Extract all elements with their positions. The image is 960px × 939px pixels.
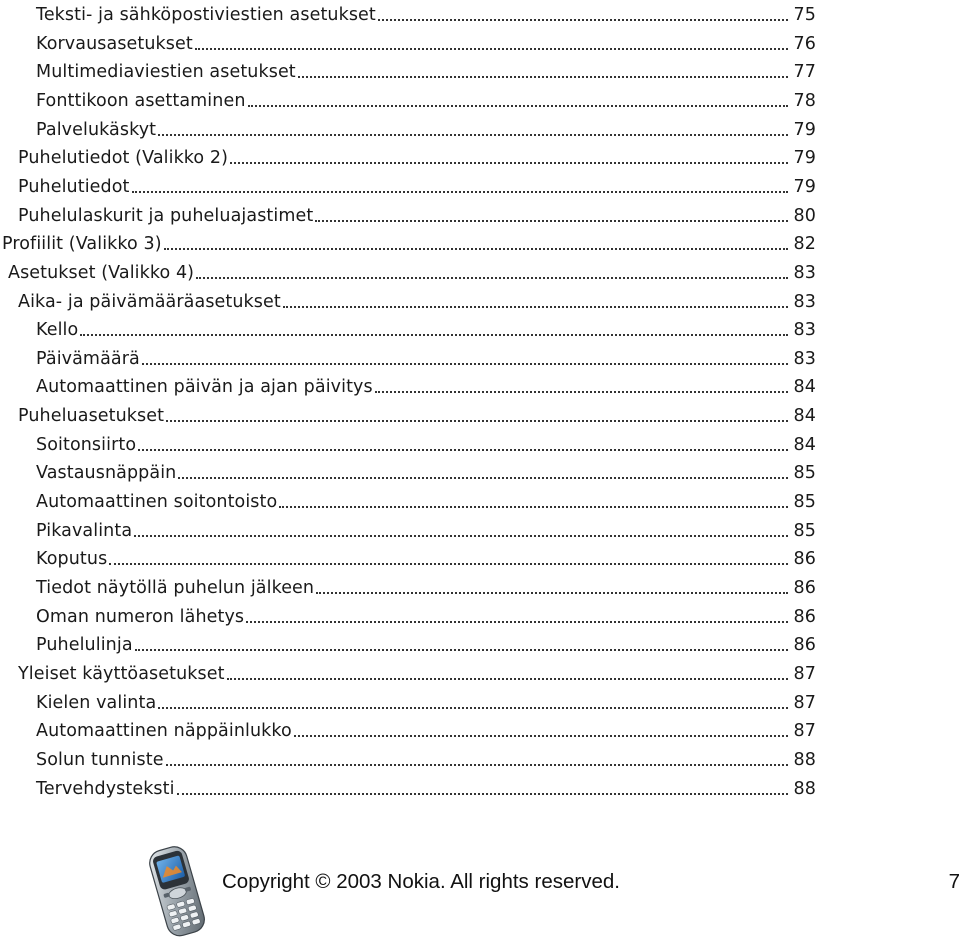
toc-entry-page: 80 xyxy=(793,205,816,226)
dot-leader xyxy=(177,793,788,795)
dot-leader xyxy=(142,363,788,365)
toc-entry[interactable] xyxy=(36,455,816,483)
toc-entry[interactable] xyxy=(8,255,816,283)
toc-entry-title: Päivämäärä xyxy=(36,348,140,369)
toc-entry-title: Tiedot näytöllä puhelun jälkeen xyxy=(36,578,315,598)
toc-entry-page: 86 xyxy=(793,635,816,656)
toc-entry-page: 87 xyxy=(793,692,816,713)
toc-entry-page: 83 xyxy=(793,348,816,369)
toc-entry[interactable] xyxy=(36,570,816,598)
toc-entry[interactable] xyxy=(18,198,816,226)
toc-entry-title: Palvelukäskyt xyxy=(36,119,157,140)
dot-leader xyxy=(378,19,788,21)
dot-leader xyxy=(316,592,788,594)
toc-entry-page: 83 xyxy=(793,262,816,283)
page-footer xyxy=(0,836,960,939)
toc-entry-title: Multimediaviestien asetukset xyxy=(36,62,296,83)
dot-leader xyxy=(294,735,788,737)
toc-entry-title: Yleiset käyttöasetukset xyxy=(18,663,225,684)
toc-entry-title: Automaattinen soitontoisto xyxy=(36,492,278,513)
toc-entry-title: Kielen valinta xyxy=(36,692,157,713)
dot-leader xyxy=(227,678,788,680)
toc-entry[interactable] xyxy=(36,513,816,541)
toc-entry[interactable] xyxy=(18,656,816,684)
toc-entry-page: 86 xyxy=(793,578,816,598)
toc-entry-title: Soitonsiirto xyxy=(36,434,137,455)
dot-leader xyxy=(195,48,788,50)
page-number: 7 xyxy=(948,870,960,893)
toc-entry-title: Automaattinen näppäinlukko xyxy=(36,721,292,742)
toc-entry[interactable] xyxy=(36,685,816,713)
toc-entry-page: 78 xyxy=(793,90,816,111)
dot-leader xyxy=(283,306,788,308)
dot-leader xyxy=(132,191,788,193)
toc-entry-page: 88 xyxy=(793,778,816,799)
toc-entry-page: 84 xyxy=(793,406,816,427)
toc-entry-title: Profiilit (Valikko 3) xyxy=(2,234,162,255)
toc-entry-title: Pikavalinta xyxy=(36,520,133,541)
toc-entry-page: 76 xyxy=(793,33,816,54)
toc-entry[interactable] xyxy=(36,0,816,25)
dot-leader xyxy=(80,334,788,336)
toc-entry-page: 87 xyxy=(793,721,816,742)
toc-entry-title: Automaattinen päivän ja ajan päivitys xyxy=(36,377,373,398)
toc-entry-page: 84 xyxy=(793,434,816,455)
toc-entry-page: 83 xyxy=(793,320,816,341)
toc-entry-page: 82 xyxy=(793,234,816,255)
toc-entry-title: Puhelutiedot xyxy=(18,176,130,197)
toc-entry-page: 88 xyxy=(793,749,816,770)
toc-entry[interactable] xyxy=(36,771,816,799)
toc-entry-page: 85 xyxy=(793,492,816,513)
toc-entry-title: Aika- ja päivämääräasetukset xyxy=(18,291,281,312)
toc-entry[interactable] xyxy=(36,83,816,111)
toc-entry[interactable] xyxy=(18,169,816,197)
toc-entry-title: Tervehdysteksti xyxy=(36,778,175,799)
dot-leader xyxy=(138,449,788,451)
toc-entry-title: Puhelutiedot (Valikko 2) xyxy=(18,148,229,169)
dot-leader xyxy=(166,420,788,422)
nokia-phone-icon xyxy=(138,844,218,938)
toc-entry-page: 86 xyxy=(793,606,816,627)
dot-leader xyxy=(135,649,788,651)
toc-entry-page: 85 xyxy=(793,463,816,484)
toc-entry[interactable] xyxy=(36,312,816,340)
dot-leader xyxy=(158,134,788,136)
dot-leader xyxy=(196,277,788,279)
toc-entry-page: 79 xyxy=(793,148,816,169)
toc-entry-title: Puhelulinja xyxy=(36,635,133,656)
toc-entry[interactable] xyxy=(36,713,816,741)
dot-leader xyxy=(109,563,788,565)
toc-entry[interactable] xyxy=(36,541,816,569)
toc-entry-title: Asetukset (Valikko 4) xyxy=(8,262,195,283)
toc-entry[interactable] xyxy=(36,26,816,54)
toc-entry[interactable] xyxy=(36,341,816,369)
copyright-text: Copyright © 2003 Nokia. All rights reserved. xyxy=(222,870,620,893)
toc-entry-title: Korvausasetukset xyxy=(36,33,193,54)
toc-entry-page: 77 xyxy=(793,62,816,83)
dot-leader xyxy=(279,506,788,508)
toc-entry[interactable] xyxy=(18,398,816,426)
toc-entry[interactable] xyxy=(36,369,816,397)
toc-entry-title: Koputus xyxy=(36,549,108,570)
toc-entry[interactable] xyxy=(36,427,816,455)
dot-leader xyxy=(178,477,788,479)
toc-entry[interactable] xyxy=(18,284,816,312)
dot-leader xyxy=(315,220,788,222)
toc-entry-title: Puheluasetukset xyxy=(18,406,165,427)
toc-entry-page: 79 xyxy=(793,119,816,140)
toc-entry[interactable] xyxy=(18,140,816,168)
dot-leader xyxy=(375,391,788,393)
toc-entry-page: 75 xyxy=(793,5,816,25)
toc-entry-title: Teksti- ja sähköpostiviestien asetukset xyxy=(36,5,376,25)
dot-leader xyxy=(158,707,788,709)
toc-entry-title: Kello xyxy=(36,320,79,341)
toc-entry[interactable] xyxy=(36,484,816,512)
toc-entry-title: Puhelulaskurit ja puheluajastimet xyxy=(18,205,314,226)
toc-entry[interactable] xyxy=(36,599,816,627)
toc-entry[interactable] xyxy=(36,112,816,140)
toc-entry-page: 85 xyxy=(793,520,816,541)
toc-entry[interactable] xyxy=(36,627,816,655)
dot-leader xyxy=(166,764,788,766)
toc-entry[interactable] xyxy=(2,226,816,254)
dot-leader xyxy=(164,248,788,250)
toc-entry-page: 87 xyxy=(793,663,816,684)
toc-entry-title: Oman numeron lähetys xyxy=(36,606,245,627)
toc-entry-page: 83 xyxy=(793,291,816,312)
dot-leader xyxy=(246,621,788,623)
toc-entry-title: Vastausnäppäin xyxy=(36,463,177,484)
toc-entry-page: 79 xyxy=(793,176,816,197)
toc-entry[interactable] xyxy=(36,54,816,82)
toc-entry-page: 86 xyxy=(793,549,816,570)
toc-entry-page: 84 xyxy=(793,377,816,398)
toc-entry-title: Solun tunniste xyxy=(36,749,164,770)
toc-entry[interactable] xyxy=(36,742,816,770)
dot-leader xyxy=(134,535,788,537)
dot-leader xyxy=(298,76,788,78)
dot-leader xyxy=(248,105,788,107)
dot-leader xyxy=(230,162,788,164)
toc-entry-title: Fonttikoon asettaminen xyxy=(36,90,246,111)
